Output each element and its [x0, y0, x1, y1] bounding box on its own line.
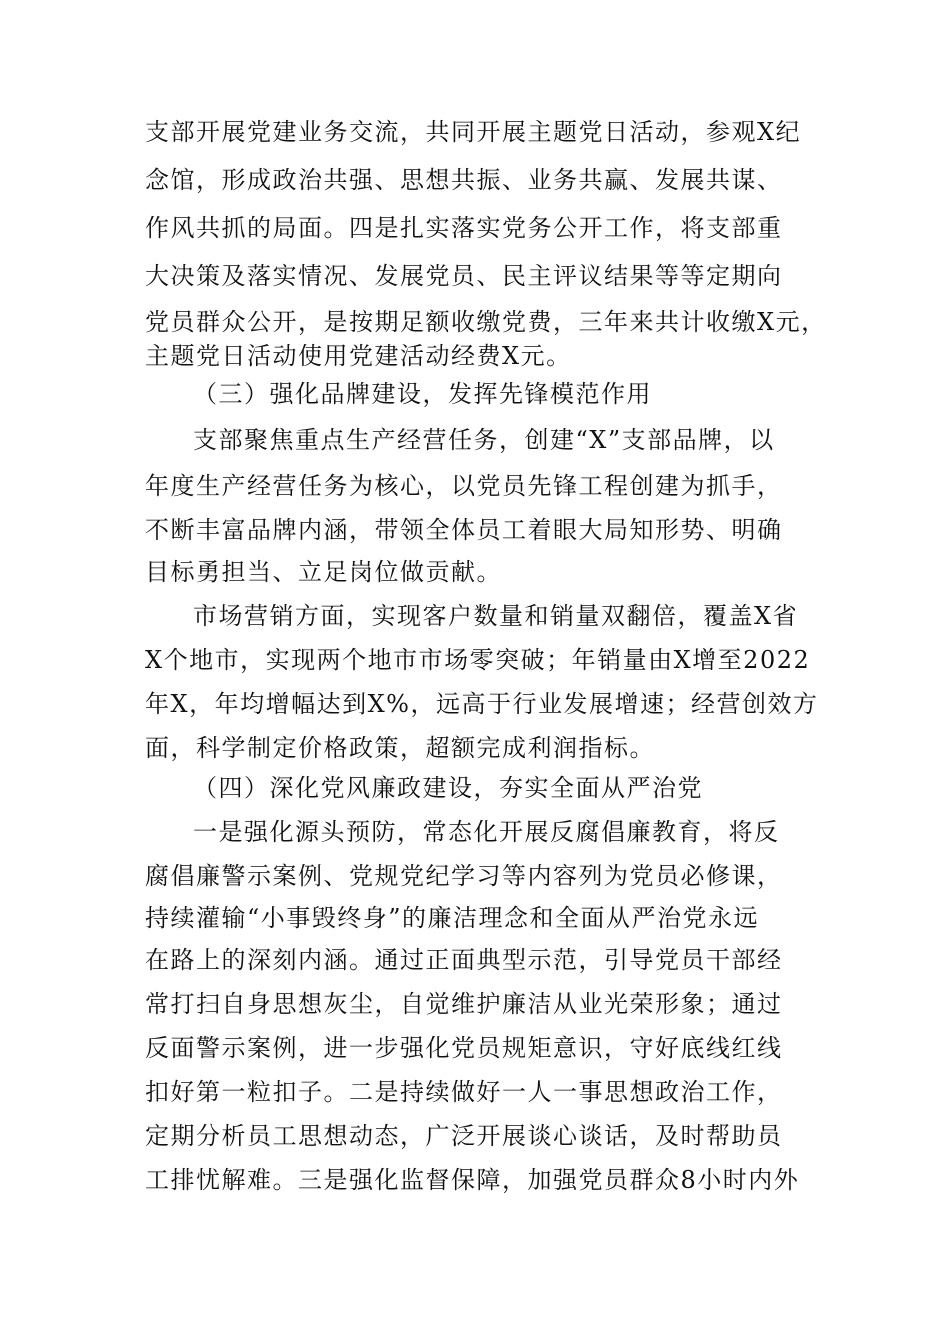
- paragraph-line: 目标勇担当、立足岗位做贡献。: [145, 558, 502, 586]
- paragraph-line: 常打扫自身思想灰尘，自觉维护廉洁从业光荣形象；通过: [145, 990, 783, 1018]
- section-heading: （三）强化品牌建设，发挥先锋模范作用: [193, 380, 652, 408]
- paragraph-line: X个地市，实现两个地市市场零突破；年销量由X增至2022: [145, 646, 811, 674]
- paragraph-line: 念馆，形成政治共强、思想共振、业务共赢、发展共谋、: [145, 166, 783, 194]
- paragraph-line: 党员群众公开，是按期足额收缴党费，三年来共计收缴X元，: [145, 308, 827, 336]
- paragraph-line: 定期分析员工思想动态，广泛开展谈心谈话，及时帮助员: [145, 1122, 783, 1150]
- paragraph-line: 大决策及落实情况、发展党员、民主评议结果等等定期向: [145, 262, 783, 290]
- paragraph-line: 面，科学制定价格政策，超额完成利润指标。: [145, 734, 655, 762]
- paragraph-line: 不断丰富品牌内涵，带领全体员工着眼大局知形势、明确: [145, 516, 783, 544]
- paragraph-line: 扣好第一粒扣子。二是持续做好一人一事思想政治工作，: [145, 1078, 783, 1106]
- paragraph-line: 年X，年均增幅达到X%，远高于行业发展增速；经营创效方: [145, 690, 819, 718]
- paragraph-line: 支部聚焦重点生产经营任务，创建“X”支部品牌，以: [193, 426, 775, 454]
- section-heading: （四）深化党风廉政建设，夯实全面从严治党: [193, 774, 703, 802]
- paragraph-line: 在路上的深刻内涵。通过正面典型示范，引导党员干部经: [145, 946, 783, 974]
- paragraph-line: 市场营销方面，实现客户数量和销量双翻倍，覆盖X省: [193, 602, 799, 630]
- paragraph-line: 持续灌输“小事毁终身”的廉洁理念和全面从严治党永远: [145, 904, 760, 932]
- paragraph-line: 工排忧解难。三是强化监督保障，加强党员群众8小时内外: [145, 1166, 800, 1194]
- paragraph-line: 腐倡廉警示案例、党规党纪学习等内容列为党员必修课，: [145, 862, 783, 890]
- paragraph-line: 作风共抓的局面。四是扎实落实党务公开工作，将支部重: [145, 214, 783, 242]
- paragraph-line: 主题党日活动使用党建活动经费X元。: [145, 342, 572, 370]
- paragraph-line: 一是强化源头预防，常态化开展反腐倡廉教育，将反: [193, 818, 780, 846]
- paragraph-line: 年度生产经营任务为核心，以党员先锋工程创建为抓手，: [145, 472, 783, 500]
- paragraph-line: 支部开展党建业务交流，共同开展主题党日活动，参观X纪: [145, 118, 802, 146]
- paragraph-line: 反面警示案例，进一步强化党员规矩意识，守好底线红线: [145, 1034, 783, 1062]
